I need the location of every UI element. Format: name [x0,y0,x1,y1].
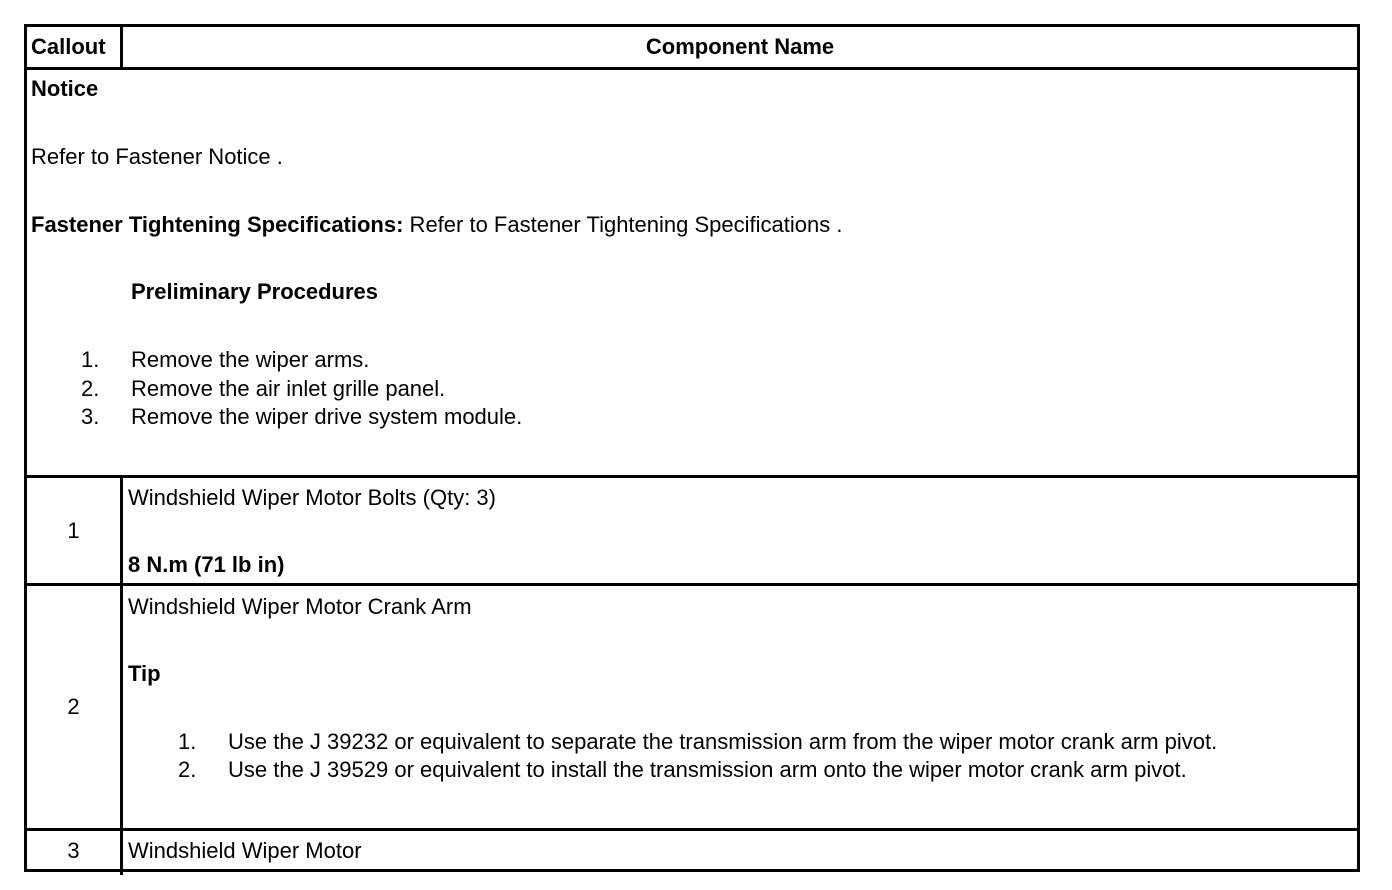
row2-component-name: Windshield Wiper Motor Crank Arm [128,594,472,619]
row1-divider [27,583,1357,586]
prelim-step-num: 3. [81,404,100,429]
header-component-name: Component Name [645,34,835,59]
prelim-step-text: Remove the wiper drive system module. [131,404,523,429]
component-table [24,24,1360,872]
prelim-step-num: 2. [81,376,100,401]
row1-callout: 1 [67,518,80,543]
header-callout: Callout [31,34,106,59]
rows-column-divider [120,475,123,875]
header-divider [27,67,1357,70]
row2-divider [27,828,1357,831]
spec-text: Refer to Fastener Tightening Specifications . [403,212,843,237]
notice-divider [27,475,1357,478]
row2-callout: 2 [67,694,80,719]
prelim-title: Preliminary Procedures [131,279,379,304]
row1-component-name: Windshield Wiper Motor Bolts (Qty: 3) [128,485,496,510]
row3-callout: 3 [67,838,80,863]
prelim-step-num: 1. [81,347,100,372]
notice-title: Notice [31,76,99,101]
tip-num: 2. [178,757,197,782]
row1-torque: 8 N.m (71 lb in) [128,552,285,577]
notice-fastener-line: Refer to Fastener Notice . [31,144,283,169]
spec-label: Fastener Tightening Specifications: [31,212,404,237]
row2-tip-title: Tip [128,661,161,686]
tip-text: Use the J 39232 or equivalent to separate the transmission arm from the wiper motor crank arm pivot. [228,729,1218,754]
prelim-step-text: Remove the wiper arms. [131,347,370,372]
notice-spec-line [31,212,842,238]
tip-num: 1. [178,729,197,754]
row3-component-name: Windshield Wiper Motor [128,838,362,863]
tip-text: Use the J 39529 or equivalent to install the transmission arm onto the wiper motor crank arm pivot. [228,757,1187,782]
prelim-step-text: Remove the air inlet grille panel. [131,376,446,401]
